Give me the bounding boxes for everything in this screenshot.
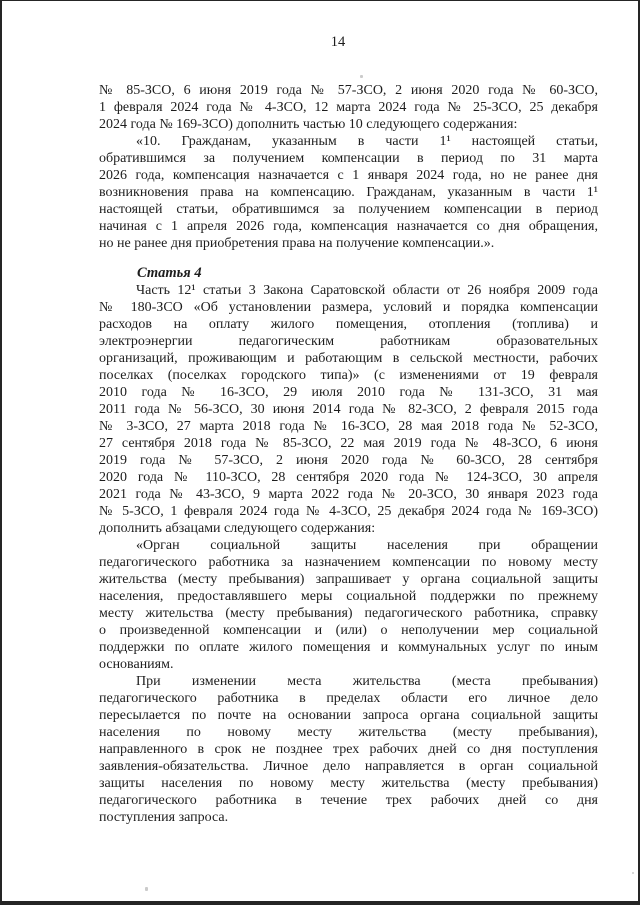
text-line: «10. Гражданам, указанным в части 1¹ настоящей статьи, (136, 134, 598, 149)
text-line: 2026 года, компенсация назначается с 1 января 2024 года, но не ранее дня (99, 168, 598, 183)
text-line: поступления запроса. (99, 810, 229, 825)
document-body (99, 82, 598, 826)
text-line: направленного в срок не позднее трех рабочих дней со дня поступления (99, 742, 598, 757)
text-line: жительства (месту пребывания) запрашивает у органа социальной защиты (99, 572, 598, 587)
text-line: № 85-ЗСО, 6 июня 2019 года № 57-ЗСО, 2 июня 2020 года № 60-ЗСО, (99, 83, 598, 98)
scan-speck (632, 872, 634, 874)
text-line: начиная с 1 апреля 2026 года, компенсация назначается со дня обращения, (99, 219, 598, 234)
text-line: 2011 года № 56-ЗСО, 30 июня 2014 года № 82-ЗСО, 2 февраля 2015 года (99, 402, 598, 417)
text-line: расходов на оплату жилого помещения, отопления (топлива) и (99, 317, 598, 332)
text-line: дополнить абзацами следующего содержания: (99, 521, 376, 536)
text-line: населения по новому месту жительства (месту пребывания), (99, 725, 598, 740)
text-line: «Орган социальной защиты населения при обращении (136, 538, 598, 553)
body-paragraph (99, 282, 598, 537)
text-line: обратившимся за получением компенсации в период по 31 марта (99, 151, 598, 166)
text-line: 27 сентября 2018 года № 85-ЗСО, 22 мая 2019 года № 48-ЗСО, 6 июня (99, 436, 598, 451)
text-line: поселках (поселках городского типа)» (с изменениями от 19 февраля (99, 368, 598, 383)
text-line: педагогического работника в пределах области его личное дело (99, 691, 598, 706)
text-line: электроэнергии педагогическим работникам образовательных (99, 334, 598, 349)
text-line: 2020 года № 110-ЗСО, 28 сентября 2020 года № 124-ЗСО, 30 апреля (99, 470, 598, 485)
text-line: 2010 года № 16-ЗСО, 29 июля 2010 года № 131-ЗСО, 31 мая (99, 385, 598, 400)
text-line: 2019 года № 57-ЗСО, 2 июня 2020 года № 60-ЗСО, 28 сентября (99, 453, 598, 468)
text-line: организаций, проживающим и работающим в сельской местности, рабочих (99, 351, 598, 366)
text-line: 2024 года № 169-ЗСО) дополнить частью 10 следующего содержания: (99, 117, 518, 132)
text-line: Часть 12¹ статьи 3 Закона Саратовской области от 26 ноября 2009 года (136, 283, 598, 298)
text-line: При изменении места жительства (места пребывания) (136, 674, 598, 689)
scan-speck (360, 75, 363, 78)
body-paragraph (99, 82, 598, 133)
text-line: педагогического работника за назначением компенсации по новому месту (99, 555, 598, 570)
text-line: № 180-ЗСО «Об установлении размера, условий и порядка компенсации (99, 300, 598, 315)
text-line: педагогического работника в течение трех рабочих дней со дня (99, 793, 598, 808)
text-line: № 5-ЗСО, 1 февраля 2024 года № 4-ЗСО, 25 декабря 2024 года № 169-ЗСО) (99, 504, 598, 519)
text-line: 1 февраля 2024 года № 4-ЗСО, 12 марта 2024 года № 25-ЗСО, 25 декабря (99, 100, 598, 115)
text-line: № 3-ЗСО, 27 марта 2018 года № 16-ЗСО, 28 мая 2018 года № 52-ЗСО, (99, 419, 598, 434)
text-line: месту жительства (месту пребывания) педагогического работника, справку (99, 606, 598, 621)
text-line: 2021 года № 43-ЗСО, 9 марта 2022 года № 20-ЗСО, 30 января 2023 года (99, 487, 598, 502)
text-line: поддержки по оплате жилого помещения и коммунальных услуг по иным (99, 640, 598, 655)
text-line: настоящей статьи, обратившимся за получением компенсации в период (99, 202, 598, 217)
text-line: о произведенной компенсации и (или) о неполучении мер социальной (99, 623, 598, 638)
text-line: защиты населения по новому месту жительства (месту пребывания) (99, 776, 598, 791)
text-line: но не ранее дня приобретения права на получение компенсации.». (99, 236, 495, 251)
text-line: возникновения права на компенсацию. Гражданам, указанным в части 1¹ (99, 185, 598, 200)
body-paragraph (99, 537, 598, 673)
body-paragraph (99, 133, 598, 252)
text-line: основаниям. (99, 657, 174, 672)
text-line: пересылается по почте на основании запроса органа социальной защиты (99, 708, 598, 723)
page-number: 14 (330, 34, 346, 50)
text-line: заявления-обязательства. Личное дело направляется в орган социальной (99, 759, 598, 774)
body-paragraph (99, 673, 598, 826)
article-heading: Статья 4 (137, 265, 202, 281)
text-line: населения, предоставлявшего меры социальной поддержки по прежнему (99, 589, 598, 604)
scan-speck (145, 887, 148, 891)
